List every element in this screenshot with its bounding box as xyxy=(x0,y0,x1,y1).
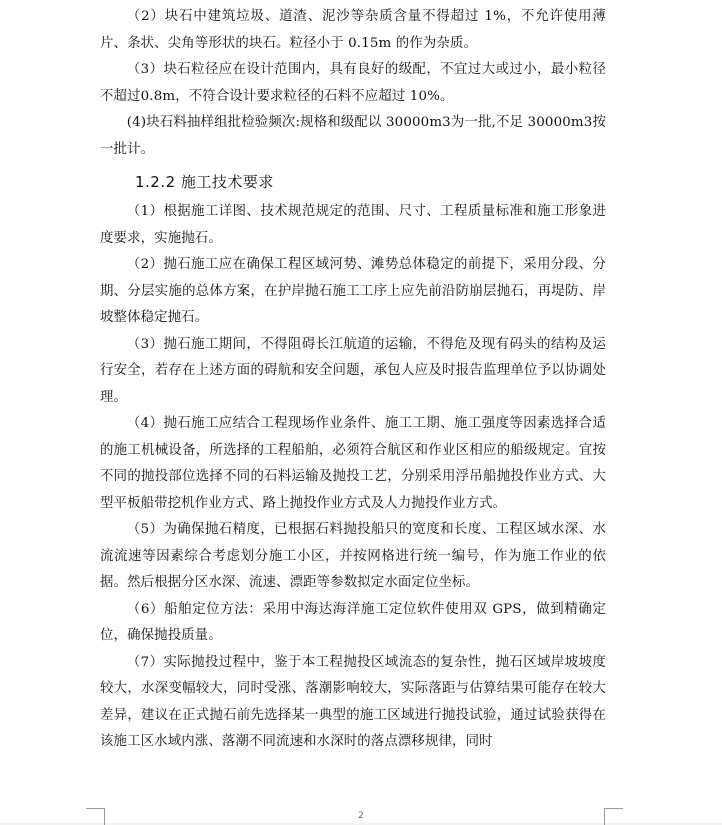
requirement-2: （2）抛石施工应在确保工程区域河势、滩势总体稳定的前提下，采用分段、分期、分层实施的总体方案，在护岸抛石施工工序上应先前沿防崩层抛石，再堤防、岸坡整体稳定抛石。 xyxy=(100,257,606,325)
requirement-4: （4）抛石施工应结合工程现场作业条件、施工工期、施工强度等因素选择合适的施工机械设备，所选择的工程船舶，必须符合航区和作业区相应的船级规定。宜按不同的抛投部位选择不同的石料运输及抛投工艺，分别采用浮吊船抛投作业方式、大型平板船带挖机作业方式、路上抛投作业方式及人力抛投作业方式。 xyxy=(100,416,606,511)
requirement-5: （5）为确保抛石精度，已根据石料抛投船只的宽度和长度、工程区域水深、水流流速等因素综合考虑划分施工小区，并按网格进行统一编号，作为施工作业的依据。然后根据分区水深、流速、漂距等参数拟定水面定位坐标。 xyxy=(100,522,606,590)
paragraph-3: （3）块石粒径应在设计范围内，具有良好的级配，不宜过大或过小，最小粒径不超过0.8m，不符合设计要求粒径的石料不应超过 10%。 xyxy=(100,62,606,104)
paragraph-2: （2）块石中建筑垃圾、道渣、泥沙等杂质含量不得超过 1%，不允许使用薄片、条状、尖角等形状的块石。粒径小于 0.15m 的作为杂质。 xyxy=(100,9,606,51)
requirement-7: （7）实际抛投过程中，鉴于本工程抛投区域流态的复杂性，抛石区域岸坡坡度较大，水深变幅较大，同时受涨、落潮影响较大，实际落距与估算结果可能存在较大差异，建议在正式抛石前先选择某一典型的施工区域进行抛投试验，通过试验获得在该施工区水域内涨、落潮不同流速和水深时的落点漂移规律，同时 xyxy=(100,654,606,749)
paragraph-4: (4)块石料抽样组批检验频次:规格和级配以 30000m3为一批,不足 30000m3按一批计。 xyxy=(100,115,606,157)
requirement-1: （1）根据施工详图、技术规范规定的范围、尺寸、工程质量标准和施工形象进度要求，实施抛石。 xyxy=(100,204,606,246)
page-body xyxy=(100,4,606,756)
requirement-6: （6）船舶定位方法：采用中海达海洋施工定位软件使用双 GPS，做到精确定位，确保抛投质量。 xyxy=(100,601,606,643)
requirement-3: （3）抛石施工期间，不得阻碍长江航道的运输，不得危及现有码头的结构及运行安全，若存在上述方面的碍航和安全问题，承包人应及时报告监理单位予以协调处理。 xyxy=(100,336,606,405)
section-heading: 1.2.2 施工技术要求 xyxy=(135,173,274,191)
page-number: 2 xyxy=(358,811,364,821)
